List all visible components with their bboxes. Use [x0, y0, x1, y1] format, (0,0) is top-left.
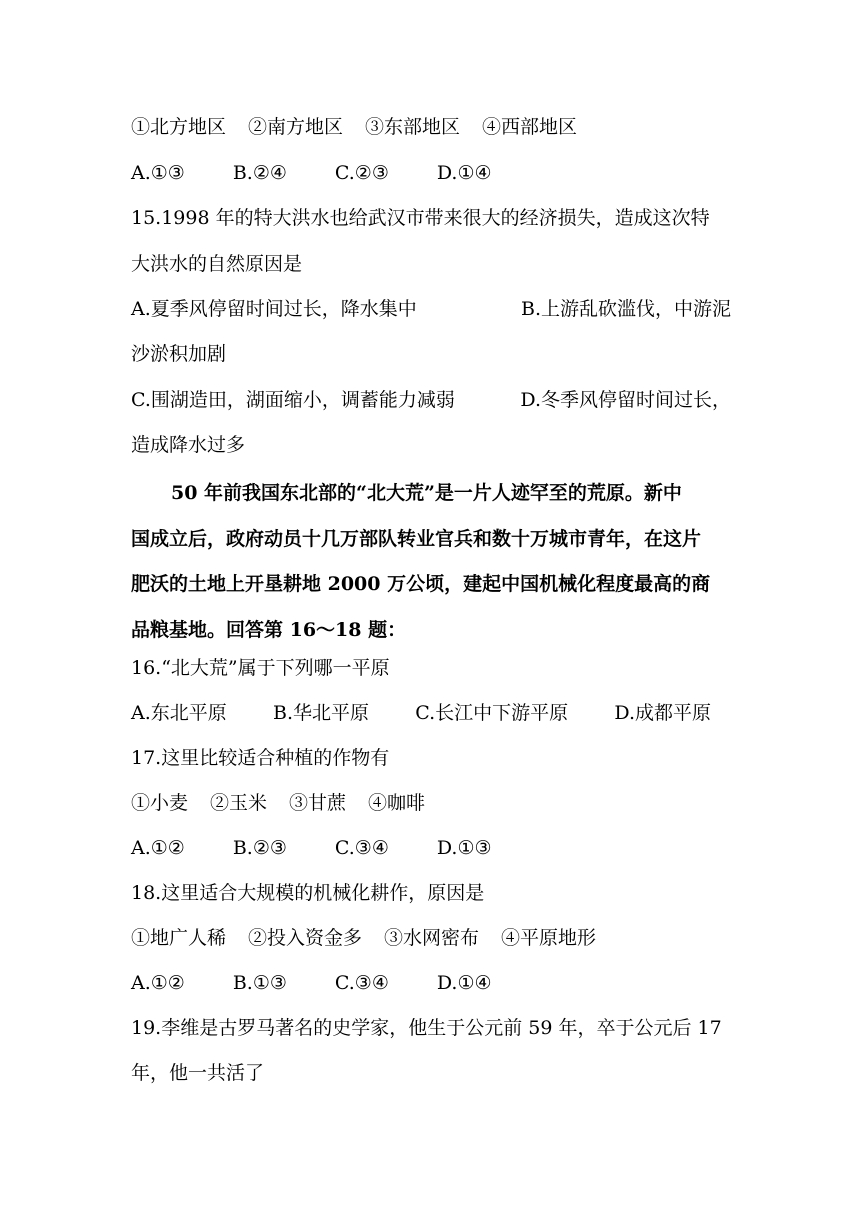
q14-options	[131, 160, 492, 186]
q14-items	[131, 114, 577, 140]
q15-stem-line1: 15.1998 年的特大洪水也给武汉市带来很大的经济损失，造成这次特	[131, 207, 710, 229]
q15-stem-line2: 大洪水的自然原因是	[131, 253, 303, 275]
item-4: ④西部地区	[482, 116, 578, 138]
option-c: C.长江中下游平原	[415, 702, 569, 724]
passage-line1: 50 年前我国东北部的“北大荒”是一片人迹罕至的荒原。新中	[171, 482, 682, 504]
item-1: ①小麦	[131, 792, 189, 814]
q17-items	[131, 790, 425, 816]
q15-option-d-continued: 造成降水过多	[131, 434, 246, 456]
option-a: A.①③	[131, 162, 185, 184]
item-2: ②玉米	[210, 792, 268, 814]
item-3: ③东部地区	[365, 116, 461, 138]
item-2: ②南方地区	[248, 116, 344, 138]
option-d: D.①④	[436, 162, 492, 184]
option-d: D.冬季风停留时间过长，	[520, 389, 731, 411]
item-3: ③水网密布	[384, 927, 480, 949]
passage-line4: 品粮基地。回答第 16～18 题：	[131, 619, 407, 641]
option-b: B.华北平原	[273, 702, 370, 724]
option-d: D.①③	[436, 837, 492, 859]
q17-stem: 17.这里比较适合种植的作物有	[131, 747, 390, 769]
option-c: C.③④	[334, 837, 389, 859]
option-c: C.②③	[334, 162, 389, 184]
q15-options-row1	[131, 296, 731, 322]
option-b: B.②④	[232, 162, 287, 184]
q18-stem: 18.这里适合大规模的机械化耕作，原因是	[131, 882, 485, 904]
item-2: ②投入资金多	[248, 927, 363, 949]
option-a: A.①②	[131, 837, 185, 859]
item-1: ①北方地区	[131, 116, 227, 138]
item-1: ①地广人稀	[131, 927, 227, 949]
option-b: B.上游乱砍滥伐，中游泥	[520, 298, 731, 320]
q16-options	[131, 700, 711, 726]
option-c: C.围湖造田，湖面缩小，调蓄能力减弱	[131, 389, 455, 411]
passage-line2: 国成立后，政府动员十几万部队转业官兵和数十万城市青年，在这片	[131, 528, 702, 550]
q18-items	[131, 925, 596, 951]
item-4: ④咖啡	[368, 792, 426, 814]
option-d: D.成都平原	[614, 702, 711, 724]
option-a: A.①②	[131, 972, 185, 994]
q15-options-row2	[131, 387, 731, 413]
item-4: ④平原地形	[501, 927, 597, 949]
item-3: ③甘蔗	[289, 792, 347, 814]
q15-option-b-continued: 沙淤积加剧	[131, 343, 227, 365]
q19-stem-line1: 19.李维是古罗马著名的史学家，他生于公元前 59 年，卒于公元后 17	[131, 1017, 722, 1039]
option-b: B.②③	[232, 837, 287, 859]
q17-options	[131, 835, 492, 861]
passage-line3: 肥沃的土地上开垦耕地 2000 万公顷，建起中国机械化程度最高的商	[131, 573, 711, 595]
option-d: D.①④	[436, 972, 492, 994]
q19-stem-line2: 年，他一共活了	[131, 1062, 265, 1084]
option-c: C.③④	[334, 972, 389, 994]
option-a: A.东北平原	[131, 702, 227, 724]
option-a: A.夏季风停留时间过长，降水集中	[131, 298, 417, 320]
q18-options	[131, 970, 492, 996]
q16-stem: 16.“北大荒”属于下列哪一平原	[131, 657, 390, 679]
option-b: B.①③	[232, 972, 287, 994]
